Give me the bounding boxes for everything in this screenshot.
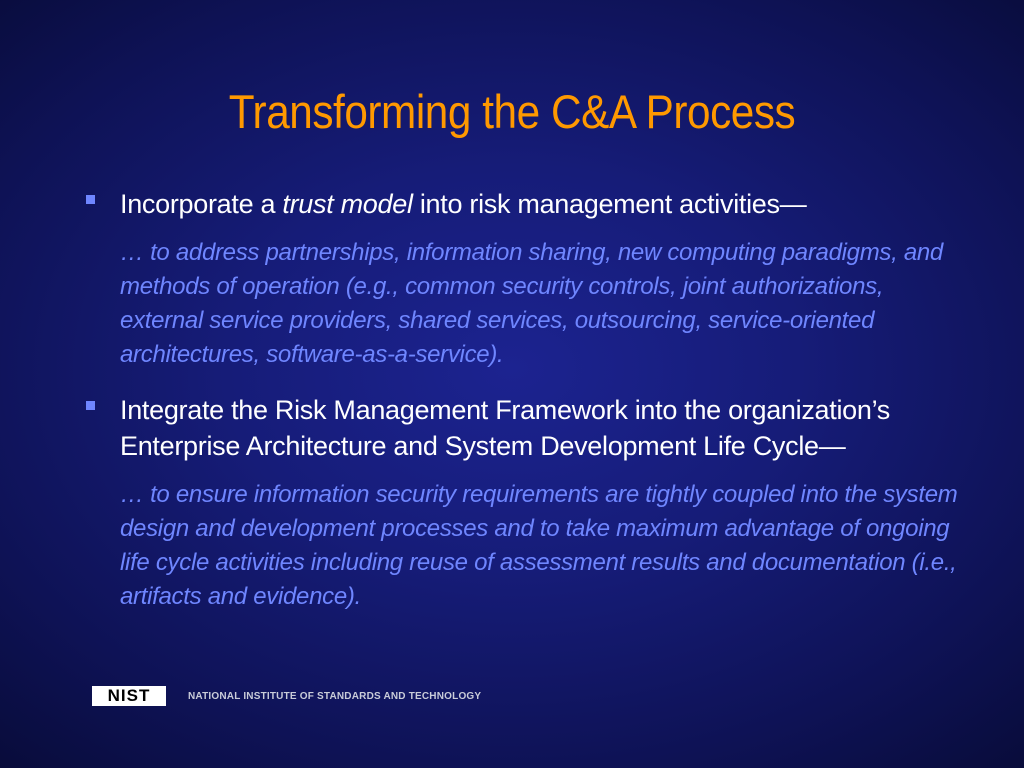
bullet-text-emphasis: trust model bbox=[282, 189, 413, 219]
square-bullet-icon bbox=[86, 401, 95, 410]
slide-title: Transforming the C&A Process bbox=[228, 85, 796, 138]
square-bullet-icon bbox=[86, 195, 95, 204]
organization-name: NATIONAL INSTITUTE OF STANDARDS AND TECHNOLOGY bbox=[188, 690, 482, 702]
bullet-text-end: into risk management activities— bbox=[412, 189, 807, 219]
bullet-subtext: … to ensure information security requirements are tightly coupled into the system design and development processes and to take maximum advantage of ongoing life cycle activities including reuse of assessment results and documentation (i.e., artifacts and evidence). bbox=[120, 481, 958, 610]
nist-logo: NIST bbox=[92, 686, 166, 706]
footer bbox=[92, 686, 481, 706]
bullet-text-start: Incorporate a bbox=[120, 189, 283, 219]
bullet-text bbox=[120, 186, 960, 222]
bullet-subtext: … to address partnerships, information sharing, new computing paradigms, and methods of operation (e.g., common security controls, joint authorizations, external service providers, shared services, outsourcing, service-oriented architectures, software-as-a-service). bbox=[120, 239, 943, 368]
bullet-text: Integrate the Risk Management Framework into the organization’s Enterprise Architecture and System Development Life Cycle— bbox=[120, 395, 891, 461]
